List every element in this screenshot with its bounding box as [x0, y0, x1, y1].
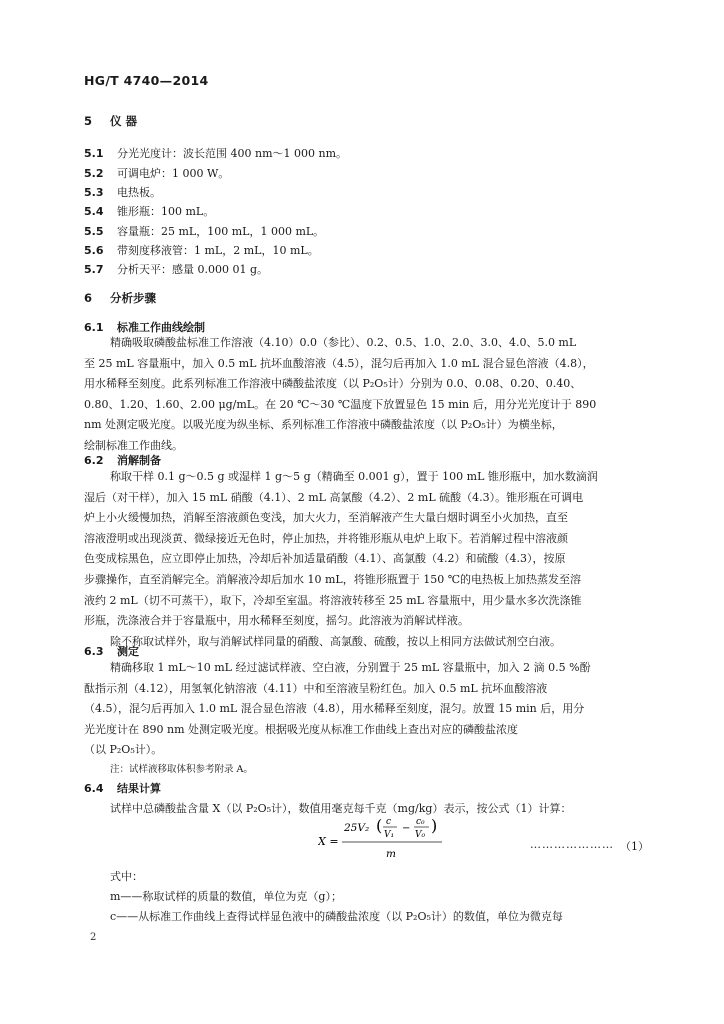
text-line: 步骤操作，直至消解完全。消解液冷却后加水 10 mL，将锥形瓶置于 150 ℃的电热板上加热蒸发至溶: [84, 572, 582, 586]
formula-v0: V₀: [415, 830, 426, 840]
section-title: 分析步骤: [110, 291, 156, 305]
item-number: 5.6: [84, 244, 104, 257]
text-line: 形瓶，洗涤液合并于容量瓶中，用水稀释至刻度，摇匀。此溶液为消解试样液。: [84, 614, 469, 628]
subsection-title: 标准工作曲线绘制: [117, 321, 205, 334]
text-line: 色变成棕黑色，应立即停止加热，冷却后补加适量硝酸（4.1）、高氯酸（4.2）和硫酸（4.3），按原: [84, 552, 566, 566]
text-line: 精确移取 1 mL～10 mL 经过滤试样液、空白液，分别置于 25 mL 容量瓶中，加入 2 滴 0.5 %酚: [110, 661, 591, 674]
item-text: 带刻度移液管：1 mL，2 mL，10 mL。: [117, 244, 319, 257]
formula-v1: V₁: [384, 830, 395, 840]
section-number: 6: [84, 291, 93, 305]
list-item: [84, 261, 268, 277]
leader-dots: …………………: [530, 838, 614, 851]
text-line: 光光度计在 890 nm 处测定吸光度。根据吸光度从标准工作曲线上查出对应的磷酸盐浓度: [84, 722, 518, 736]
item-text: 电热板。: [117, 186, 161, 199]
text-line: 0.80、1.20、1.60、2.00 μg/mL。在 20 ℃～30 ℃温度下放置显色 15 min 后，用分光光度计于 890: [84, 397, 597, 411]
item-number: 5.3: [84, 186, 104, 199]
item-text: 锥形瓶：100 mL。: [117, 205, 215, 218]
list-item: [84, 203, 214, 219]
formula-minus: −: [402, 823, 411, 834]
section-number: 5: [84, 114, 93, 128]
text-line: （以 P₂O₅计）。: [84, 743, 163, 757]
item-text: 容量瓶：25 mL，100 mL，1 000 mL。: [117, 225, 325, 238]
text-line: 湿后（对干样），加入 15 mL 硝酸（4.1）、2 mL 高氯酸（4.2）、2 mL 硫酸（4.3）。锥形瓶在可调电: [84, 490, 584, 504]
variable-definition: c——从标准工作曲线上查得试样显色液中的磷酸盐浓度（以 P₂O₅计）的数值，单位为微克每: [110, 910, 563, 923]
note: 注：试样液移取体积参考附录 A。: [110, 764, 253, 775]
subsection-number: 6.1: [84, 321, 104, 334]
subsection-title: 消解制备: [117, 454, 161, 467]
section-6-heading: [84, 290, 156, 306]
subsection-6-3-heading: [84, 643, 139, 659]
where-label: 式中：: [110, 870, 143, 883]
formula-c: c: [386, 817, 392, 827]
text-line: 除不称取试样外，取与消解试样同量的硝酸、高氯酸、硫酸，按以上相同方法做试剂空白液。: [110, 634, 561, 648]
section-5-heading: [84, 113, 137, 129]
section-title: 仪 器: [110, 114, 138, 128]
list-item: [84, 242, 319, 258]
text-line: 精确吸取磷酸盐标准工作溶液（4.10）0.0（参比）、0.2、0.5、1.0、2.0、3.0、4.0、5.0 mL: [110, 336, 577, 349]
formula-lhs: X =: [318, 835, 339, 848]
subsection-6-2-heading: [84, 452, 161, 468]
text-line: 溶液澄明或出现淡黄、微绿接近无色时，停止加热，并将锥形瓶从电炉上取下。若消解过程中溶液颜: [84, 531, 568, 545]
formula-m: m: [386, 848, 396, 860]
text-line: （4.5），混匀后再加入 1.0 mL 混合显色溶液（4.8），用水稀释至刻度，混匀。放置 15 min 后，用分: [84, 702, 585, 716]
subsection-6-4-heading: [84, 780, 161, 796]
equation-number: （1）: [620, 840, 649, 853]
list-item: [84, 223, 324, 239]
text-line: 至 25 mL 容量瓶中，加入 0.5 mL 抗坏血酸溶液（4.5），混匀后再加入 1.0 mL 混合显色溶液（4.8），: [84, 356, 594, 370]
text-line: 称取干样 0.1 g～0.5 g 或湿样 1 g～5 g（精确至 0.001 g），置于 100 mL 锥形瓶中，加水数滴润: [110, 470, 598, 483]
subsection-number: 6.2: [84, 454, 104, 467]
open-paren: (: [376, 816, 383, 835]
formula-1: [318, 815, 498, 865]
text-line: 液约 2 mL（切不可蒸干），取下，冷却至室温。将溶液转移至 25 mL 容量瓶中，用少量水多次洗涤锥: [84, 593, 582, 607]
close-paren: ): [431, 816, 438, 835]
item-text: 分光光度计：波长范围 400 nm～1 000 nm。: [117, 147, 348, 160]
text-line: 酞指示剂（4.12），用氢氧化钠溶液（4.11）中和至溶液呈粉红色。加入 0.5 mL 抗坏血酸溶液: [84, 681, 548, 695]
item-number: 5.7: [84, 263, 104, 276]
list-item: [84, 165, 229, 181]
item-number: 5.5: [84, 225, 104, 238]
paragraph-6-1: [84, 333, 644, 457]
paragraph-6-2: [84, 467, 644, 652]
subsection-title: 测定: [117, 645, 139, 658]
item-number: 5.4: [84, 205, 104, 218]
standard-code-header: HG/T 4740—2014: [84, 73, 209, 88]
formula-c0: c₀: [416, 817, 425, 827]
formula-coefficient: 25V₂: [344, 822, 370, 834]
item-text: 分析天平：感量 0.000 01 g。: [117, 263, 269, 276]
page-number: 2: [90, 932, 97, 943]
formula-intro: 试样中总磷酸盐含量 X（以 P₂O₅计），数值用毫克每千克（mg/kg）表示，按公式（1）计算：: [110, 802, 572, 815]
paragraph-6-3: [84, 658, 644, 761]
item-text: 可调电炉：1 000 W。: [117, 167, 230, 180]
text-line: 炉上小火缓慢加热，消解至溶液颜色变浅，加大火力，至消解液产生大量白烟时调至小火加热，直至: [84, 511, 568, 525]
subsection-number: 6.4: [84, 782, 104, 795]
item-number: 5.1: [84, 147, 104, 160]
item-number: 5.2: [84, 167, 104, 180]
list-item: [84, 145, 347, 161]
variable-definition: m——称取试样的质量的数值，单位为克（g）；: [110, 890, 342, 903]
text-line: 绘制标准工作曲线。: [84, 438, 183, 452]
subsection-title: 结果计算: [117, 782, 161, 795]
subsection-number: 6.3: [84, 645, 104, 658]
text-line: 用水稀释至刻度。此系列标准工作溶液中磷酸盐浓度（以 P₂O₅计）分别为 0.0、0.08、0.20、0.40、: [84, 377, 582, 391]
text-line: nm 处测定吸光度。以吸光度为纵坐标、系列标准工作溶液中磷酸盐浓度（以 P₂O₅计）为横坐标，: [84, 418, 563, 432]
list-item: [84, 184, 161, 200]
